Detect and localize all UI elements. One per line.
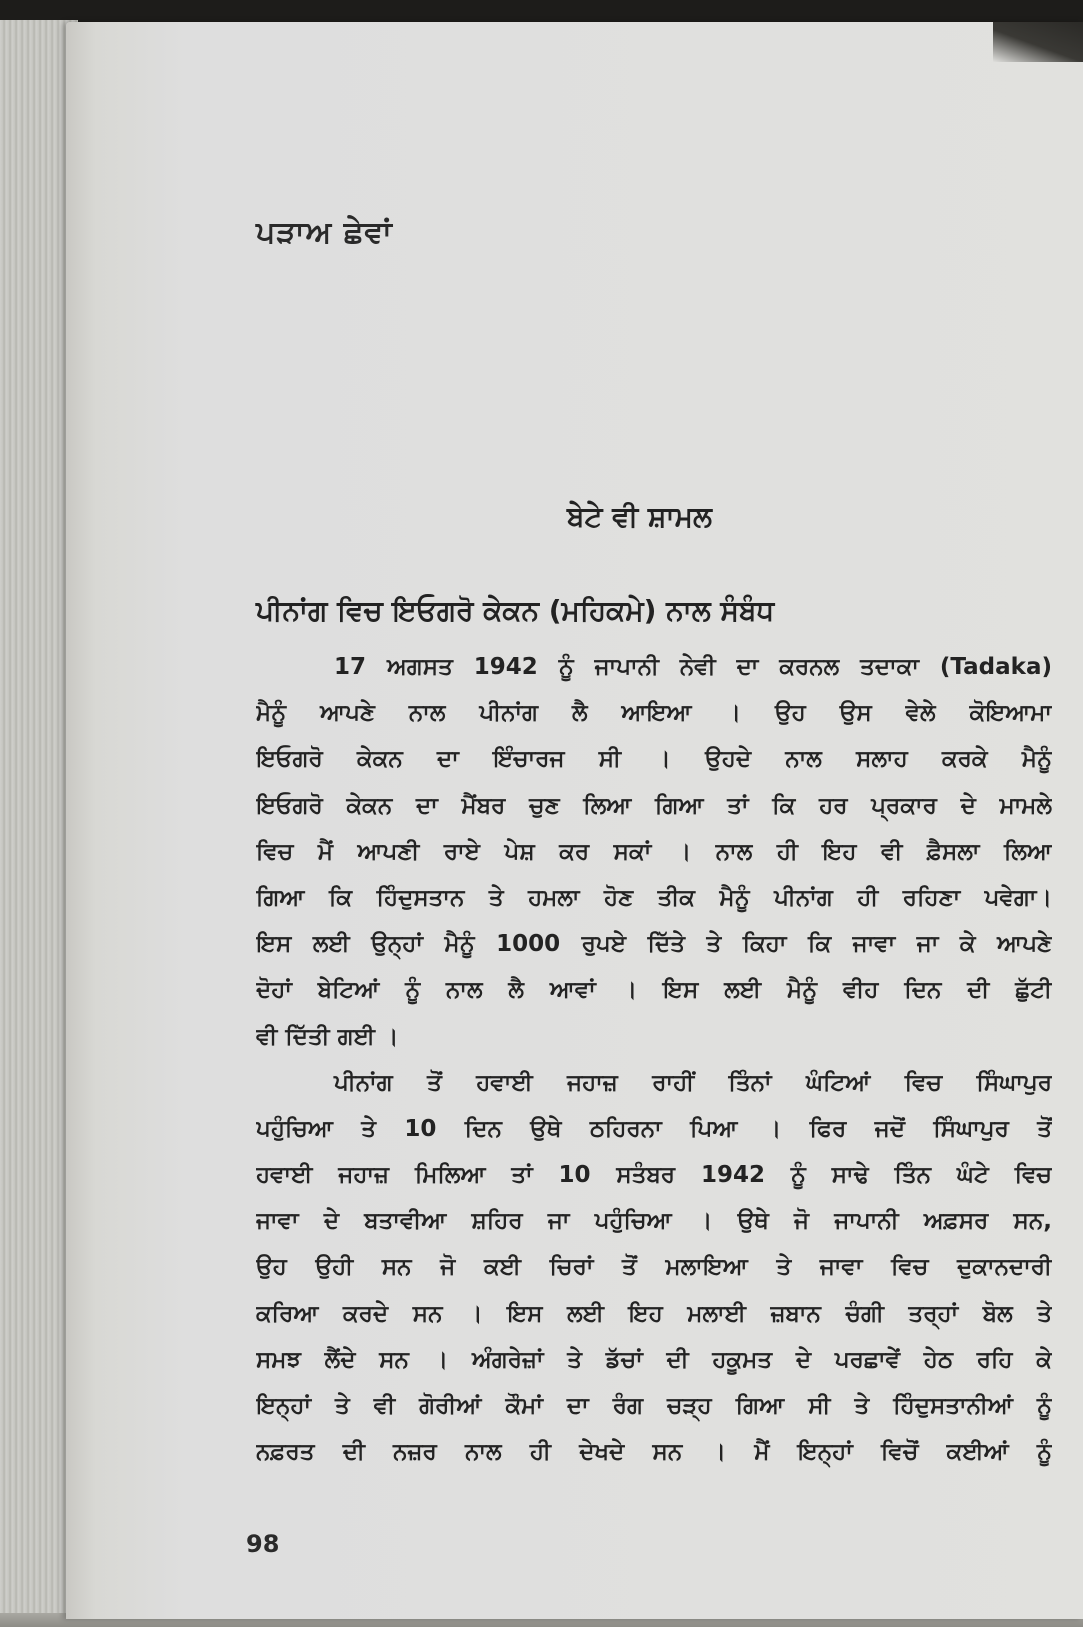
text-line: ਨਫ਼ਰਤ ਦੀ ਨਜ਼ਰ ਨਾਲ ਹੀ ਦੇਖਦੇ ਸਨ । ਮੈਂ ਇਨ੍ਹਾਂ ਵਿਚੋਂ ਕਈਆਂ ਨੂੰ	[256, 1439, 1052, 1466]
body-text	[256, 644, 1052, 1475]
text-line: ਦੋਹਾਂ ਬੇਟਿਆਂ ਨੂੰ ਨਾਲ ਲੈ ਆਵਾਂ । ਇਸ ਲਈ ਮੈਨੂੰ ਵੀਹ ਦਿਨ ਦੀ ਛੁੱਟੀ	[256, 977, 1052, 1004]
text-line: 17 ਅਗਸਤ 1942 ਨੂੰ ਜਾਪਾਨੀ ਨੇਵੀ ਦਾ ਕਰਨਲ ਤਦਾਕਾ (Tadaka)	[334, 654, 1052, 680]
section-title: ਬੇਟੇ ਵੀ ਸ਼ਾਮਲ	[567, 500, 712, 533]
text-line: ਗਿਆ ਕਿ ਹਿੰਦੁਸਤਾਨ ਤੇ ਹਮਲਾ ਹੋਣ ਤੀਕ ਮੈਨੂੰ ਪੀਨਾਂਗ ਹੀ ਰਹਿਣਾ ਪਵੇਗਾ।	[256, 884, 1052, 911]
text-line: ਸਮਝ ਲੈਂਦੇ ਸਨ । ਅੰਗਰੇਜ਼ਾਂ ਤੇ ਡੱਚਾਂ ਦੀ ਹਕੂਮਤ ਦੇ ਪਰਛਾਵੇਂ ਹੇਠ ਰਹਿ ਕੇ	[256, 1346, 1052, 1373]
page-number: 98	[246, 1530, 280, 1558]
text-line: ਪੀਨਾਂਗ ਤੋਂ ਹਵਾਈ ਜਹਾਜ਼ ਰਾਹੀਂ ਤਿੰਨਾਂ ਘੰਟਿਆਂ ਵਿਚ ਸਿੰਘਾਪੁਰ	[334, 1069, 1052, 1096]
text-line: ਵੀ ਦਿੱਤੀ ਗਈ ।	[256, 1023, 399, 1050]
text-line: ਉਹ ਉਹੀ ਸਨ ਜੋ ਕਈ ਚਿਰਾਂ ਤੋਂ ਮਲਾਇਆ ਤੇ ਜਾਵਾ ਵਿਚ ਦੁਕਾਨਦਾਰੀ	[256, 1254, 1052, 1281]
page-corner-shadow	[993, 22, 1083, 62]
text-line: ਮੈਨੂੰ ਆਪਣੇ ਨਾਲ ਪੀਨਾਂਗ ਲੈ ਆਇਆ । ਉਹ ਉਸ ਵੇਲੇ ਕੋਇਆਮਾ	[256, 700, 1052, 727]
text-line: ਇਨ੍ਹਾਂ ਤੇ ਵੀ ਗੋਰੀਆਂ ਕੌਮਾਂ ਦਾ ਰੰਗ ਚੜ੍ਹ ਗਿਆ ਸੀ ਤੇ ਹਿੰਦੁਸਤਾਨੀਆਂ ਨੂੰ	[256, 1393, 1052, 1419]
text-line: ਜਾਵਾ ਦੇ ਬਤਾਵੀਆ ਸ਼ਹਿਰ ਜਾ ਪਹੁੰਚਿਆ । ਉਥੇ ਜੋ ਜਾਪਾਨੀ ਅਫ਼ਸਰ ਸਨ,	[256, 1208, 1052, 1235]
text-line: ਇਓਗਰੋ ਕੇਕਨ ਦਾ ਇੰਚਾਰਜ ਸੀ । ਉਹਦੇ ਨਾਲ ਸਲਾਹ ਕਰਕੇ ਮੈਨੂੰ	[256, 746, 1052, 773]
book-page	[66, 22, 1083, 1619]
text-line: ਇਸ ਲਈ ਉਨ੍ਹਾਂ ਮੈਨੂੰ 1000 ਰੁਪਏ ਦਿੱਤੇ ਤੇ ਕਿਹਾ ਕਿ ਜਾਵਾ ਜਾ ਕੇ ਆਪਣੇ	[256, 931, 1052, 958]
text-line: ਹਵਾਈ ਜਹਾਜ਼ ਮਿਲਿਆ ਤਾਂ 10 ਸਤੰਬਰ 1942 ਨੂੰ ਸਾਢੇ ਤਿੰਨ ਘੰਟੇ ਵਿਚ	[256, 1162, 1052, 1189]
text-line: ਵਿਚ ਮੈਂ ਆਪਣੀ ਰਾਏ ਪੇਸ਼ ਕਰ ਸਕਾਂ । ਨਾਲ ਹੀ ਇਹ ਵੀ ਫ਼ੈਸਲਾ ਲਿਆ	[256, 838, 1052, 865]
sub-heading: ਪੀਨਾਂਗ ਵਿਚ ਇਓਗਰੋ ਕੇਕਨ (ਮਹਿਕਮੇ) ਨਾਲ ਸੰਬੰਧ	[256, 594, 775, 627]
text-line: ਇਓਗਰੋ ਕੇਕਨ ਦਾ ਮੈਂਬਰ ਚੁਣ ਲਿਆ ਗਿਆ ਤਾਂ ਕਿ ਹਰ ਪ੍ਰਕਾਰ ਦੇ ਮਾਮਲੇ	[256, 792, 1052, 819]
text-line: ਪਹੁੰਚਿਆ ਤੇ 10 ਦਿਨ ਉਥੇ ਠਹਿਰਨਾ ਪਿਆ । ਫਿਰ ਜਦੋਂ ਸਿੰਘਾਪੁਰ ਤੋਂ	[256, 1115, 1052, 1142]
text-line: ਕਰਿਆ ਕਰਦੇ ਸਨ । ਇਸ ਲਈ ਇਹ ਮਲਾਈ ਜ਼ਬਾਨ ਚੰਗੀ ਤਰ੍ਹਾਂ ਬੋਲ ਤੇ	[256, 1300, 1052, 1327]
chapter-label: ਪੜਾਅ ਛੇਵਾਂ	[256, 215, 393, 250]
